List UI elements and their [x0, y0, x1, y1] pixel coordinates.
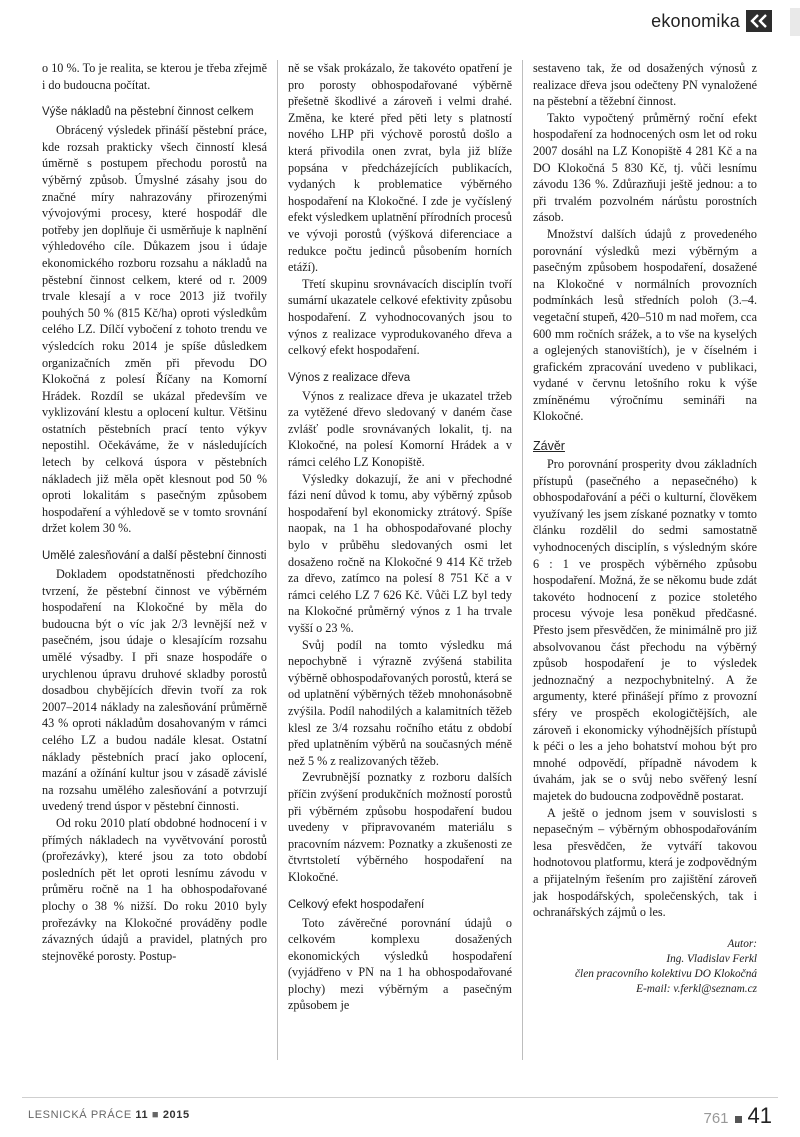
square-separator-icon: [735, 1116, 742, 1123]
paragraph: Výsledky dokazují, že ani v přechodné fázi není důvod k tomu, aby výběrný způsob hospodaření byl ekonomicky ztrátový. Spíše naopak, na 1 ha obhospodařované plochy bylo v průběhu sledovaných osmi let dosaženo ročně na Klokočné 9 414 Kč tržeb za dřevo, zatímco na polesí 8 751 Kč a v rámci celého LZ 7 626 Kč. Vůči LZ byl tedy na Klokočné průměrný výnos z 1 ha trvale vyšší o 23 %.: [288, 471, 512, 635]
author-line: E-mail: v.ferkl@seznam.cz: [636, 982, 757, 995]
paragraph: Od roku 2010 platí obdobné hodnocení i v přímých nákladech na vyvětvování porostů (prořezávky), které jsou za toto období posledních pět let oproti lesnímu závodu v průměru ročně na 1 ha obhospodařované plochy o 38 % nižší. Do roku 2010 byly prořezávky na Klokočné prováděny podle závazných údajů a pravidel, platných pro stejnověké porosty. Postup-: [42, 815, 267, 963]
paragraph: ně se však prokázalo, že takovéto opatření je pro porosty obhospodařované výběrně přešetně škodlivé a zároveň i velmi drahé. Změna, ke které před pěti lety s platností nového LHP při výchově porostů došlo a která přivodila onen zvrat, byla již blíže popsána v předcházejících publikacích, vydaných k problematice výběrného hospodaření na Klokočné. I zde je vyčíslený efekt výsledkem uplatnění přírodních procesů ve vývoji porostů (výšková diferenciace a redukce počtu jedinců působením horních etáží).: [288, 61, 512, 275]
paragraph: o 10 %. To je realita, se kterou je třeba zřejmě i do budoucna počítat.: [42, 61, 267, 92]
article-column-2: [277, 60, 522, 1060]
journal-citation: [28, 1109, 190, 1121]
paragraph: A ještě o jednom jsem v souvislosti s nepasečným – výběrným obhospodařováním lesa přesvědčen, že vytváří takovou hodnotovou platformu, která je zodpovědným a přijatelným řešením pro zajištění zároveň jak hospodářských, společenských, tak i ochranářských zájmů o les.: [533, 805, 757, 920]
section-label: ekonomika: [651, 10, 740, 31]
page-header: [0, 0, 800, 42]
page-footer: [0, 1097, 800, 1137]
author-block: [533, 937, 757, 997]
paragraph: sestaveno tak, že od dosažených výnosů z realizace dřeva jsou odečteny PN vynaložené na pěstební a těžební činnost.: [533, 61, 757, 109]
section-heading: Celkový efekt hospodaření: [288, 898, 425, 911]
paragraph: Dokladem opodstatněnosti předchozího tvrzení, že pěstební činnost ve výběrném hospodaření na Klokočné by měla do budoucna být o víc jak 2/3 levnější než v pasečném, jsou údaje o klesajícím rozsahu umělé výsadby. I při snaze hospodáře o urychlenou úpravu druhové skladby porostů dosadbou chybějících dřevin tvoří za rok 2007–2014 náklady na zalesňování průměrně 43 % oproti nákladům dosahovaným v rámci celého LZ a budou nadále klesat. Ostatní náklady pěstebních prací jako oplocení, mazání a ožínání kultur jsou v zásadě závislé na rozsahu umělého zalesňování a potvrzují uvedený trend úspor v pěstební činnosti.: [42, 567, 267, 814]
paragraph: Obrácený výsledek přináší pěstební práce, kde rozsah prakticky všech činností klesá úměrně s postupem přechodu porostů na výběrný způsob. Úmyslné zásahy jsou do značné míry nahrazovány přirozenými vývojovými procesy, které hospodář dle potřeby jen doplňuje či usměrňuje k naplnění výhledového cíle. Důkazem jsou i údaje ekonomického rozboru rozsahu a nákladů na pěstební činnost celkem, které od r. 2009 trvale klesají a v roce 2013 již tvořily pouhých 50 % (815 Kč/ha) oproti výsledkům celého LZ. Dílčí vybočení z tohoto trendu ve výsledcích roku 2014 je spíše důsledkem organizačních změn při převodu DO Klokočná z polesí Říčany na Komorní Hrádek. Rozdíl se ukázal především ve vyklizování klestu a oplocení kultur. Většinu ostatních pěstebních prací tento výkyv nepostihl. Očekáváme, že v následujících letech by celková úspora v pěstebních nákladech již měla opět klesnout pod 50 % oproti lokalitám s pasečným způsobem hospodaření a výhledově se v tomto srovnání držet kolem 30 %.: [42, 123, 267, 536]
issue-number: 11: [135, 1109, 149, 1121]
header-accent-bar: [790, 8, 800, 36]
paragraph: Zevrubnější poznatky z rozboru dalších příčin zvýšení produkčních možností porostů při výběrném způsobu hospodaření budou uvedeny v připravovaném materiálu s pracovním názvem: Poznatky a zkušenosti ze čtvrtstoletí výběrného hospodaření na Klokočné.: [288, 770, 512, 884]
paragraph: Množství dalších údajů z provedeného porovnání výsledků mezi výběrným a pasečným způsobem hospodaření, dosažené na Klokočné v normálních provozních podmínkách lesů středních poloh (3.–4. vegetační stupeň, 420–510 m nad mořem, cca 600 mm ročních srážek, a to vše na kyselých a oglejených stanovištích), je v číselném i grafickém zpracování uvedeno v publikaci, vydané v červnu letošního roku k výše zmíněnému výročnímu semináři na Klokočné.: [533, 226, 757, 424]
issue-separator-icon: ■: [151, 1109, 160, 1121]
paragraph: Svůj podíl na tomto výsledku má nepochybně i výrazně zvýšená stabilita výběrně obhospodařovaných porostů, která se od uplatnění výběrných těžeb mnohonásobně zvýšila. Podíl nahodilých a kalamitních těžeb klesl ze 3/4 rozsahu ročního etátu z období před uplatněním výběrů na současných méně než 5 % z realizovaných těžeb.: [288, 637, 512, 768]
author-line: Autor:: [727, 937, 757, 950]
cumulative-page-number: 761: [703, 1110, 729, 1127]
page-numbers: [703, 1103, 772, 1129]
article-column-1: [32, 60, 277, 1060]
double-chevron-left-icon: [746, 10, 772, 32]
paragraph: Výnos z realizace dřeva je ukazatel tržeb za vytěžené dřevo sledovaný v daném čase zvlášť podle srovnávaných lokalit, tj. na Klokočné, na polesí Komorní Hrádek a v rámci celého LZ Konopiště.: [288, 388, 512, 470]
paragraph: Takto vypočtený průměrný roční efekt hospodaření za hodnocených osm let od roku 2007 dosáhl na LZ Konopiště 4 281 Kč a na DO Klokočná 5 830 Kč, tj. vůči lesnímu závodu 136 %. Zdůrazňuji ještě jednou: a to při trvalém pozvolném nárůstu porostních zásob.: [533, 110, 757, 225]
paragraph: Pro porovnání prosperity dvou základních přístupů (pasečného a nepasečného) k obhospodařování a péči o kulturní, člověkem využívaný les jsem získané poznatky v tomto článku rozdělil do sedmi samostatně vyhodnocených disciplín, s výsledným skóre 6 : 1 ve prospěch výběrného způsobu hospodaření. Možná, že se někomu bude zdát takovéto hodnocení z pozice stoletého procesu vývoje lesa poněkud předčasné. Přesto jsem přesvědčen, že minimálně pro již absolvovanou část přechodu na výběrný způsob hospodaření je to výsledek jednoznačný a nezpochybnitelný. A že argumenty, které přinášejí přímo z provozní sféry ve prospěch ekologičtějších, ale zároveň i ekonomicky výhodnějších přístupů k péči o les a jeho bohatství mohou být pro mnohé odpovědí, případně návodem k úvahám, jak se o svůj nebo svěřený lesní majetek do budoucna zodpovědně postarat.: [533, 457, 757, 803]
article-column-3: [522, 60, 767, 1060]
conclusion-heading: Závěr: [533, 439, 565, 454]
page-number: 41: [747, 1103, 772, 1128]
article-columns: [32, 60, 768, 1060]
author-line: člen pracovního kolektivu DO Klokočná: [575, 967, 757, 980]
section-tag: [651, 10, 772, 32]
section-heading: Výše nákladů na pěstební činnost celkem: [42, 106, 254, 119]
paragraph: Toto závěrečné porovnání údajů o celkovém komplexu dosažených ekonomických výsledků hospodaření (vyjádřeno v PN na 1 ha obhospodařované plochy) mezi výběrným a pasečným způsobem je: [288, 915, 512, 1013]
issue-year: 2015: [162, 1109, 190, 1121]
paragraph: Třetí skupinu srovnávacích disciplín tvoří sumární ukazatele celkové efektivity způsobu hospodaření. Z vyhodnocovaných jsou to výnos z realizace vyprodukovaného dřeva a celkový efekt hospodaření.: [288, 276, 512, 358]
section-heading: Výnos z realizace dřeva: [288, 371, 411, 384]
journal-name: LESNICKÁ PRÁCE: [28, 1109, 132, 1121]
footer-rule: [22, 1097, 778, 1098]
section-heading: Umělé zalesňování a další pěstební činnosti: [42, 550, 267, 563]
author-line: Ing. Vladislav Ferkl: [666, 952, 757, 965]
